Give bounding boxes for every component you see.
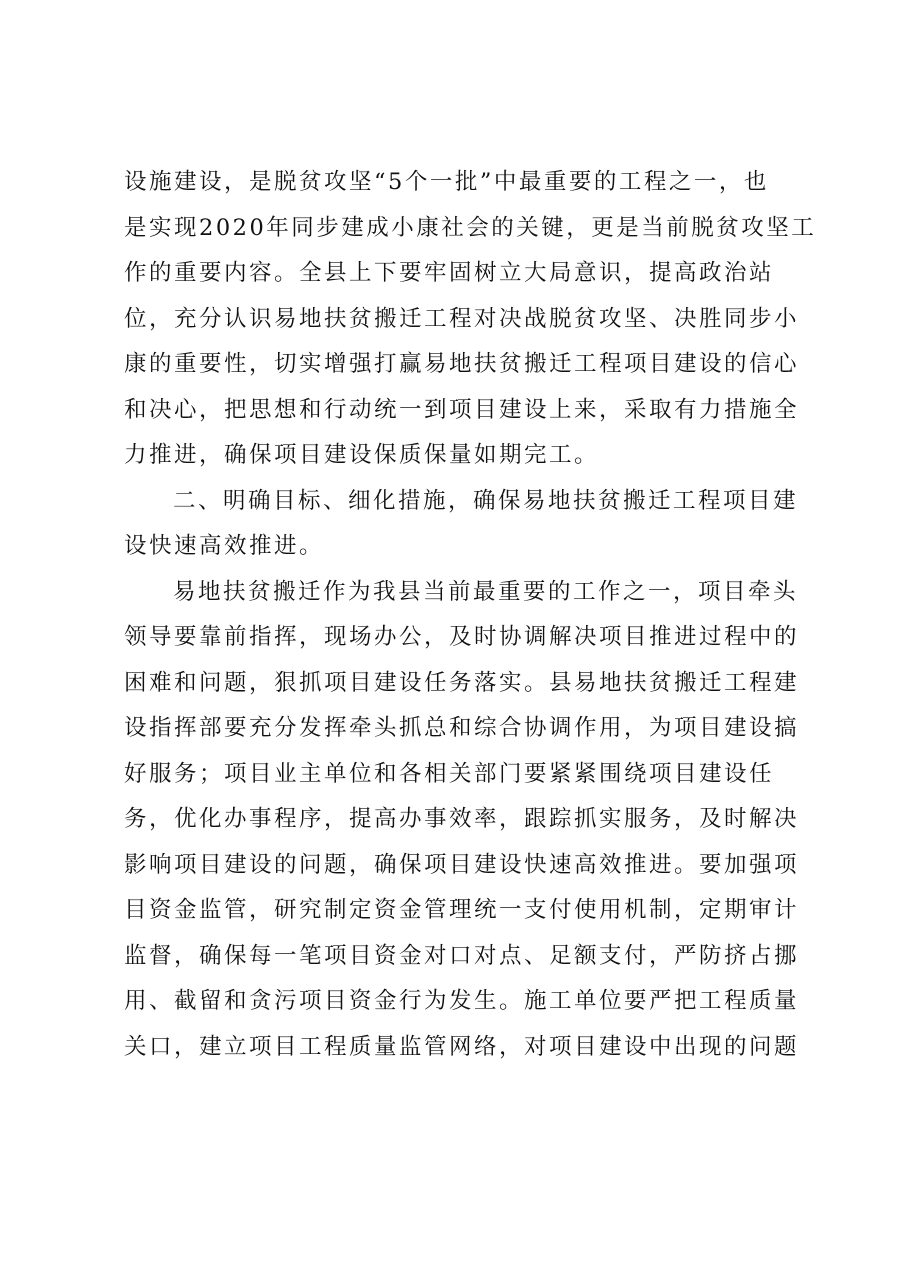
paragraph-line-5: 好服务；项目业主单位和各相关部门要紧紧围绕项目建设任 (124, 760, 775, 787)
paragraph-line-2: 领导要靠前指挥，现场办公，及时协调解决项目推进过程中的 (124, 624, 800, 650)
paragraph-line-4: 设指挥部要充分发挥牵头抓总和综合协调作用，为项目建设搞 (124, 715, 800, 741)
paragraph-line-3: 困难和问题，狠抓项目建设任务落实。县易地扶贫搬迁工程建 (124, 669, 800, 696)
text-line-7: 力推进，确保项目建设保质保量如期完工。 (124, 442, 600, 468)
text-line-4: 位，充分认识易地扶贫搬迁工程对决战脱贫攻坚、决胜同步小 (124, 305, 800, 332)
paragraph-line-6: 务，优化办事程序，提高办事效率，跟踪抓实服务，及时解决 (124, 806, 800, 832)
paragraph-line-8: 目资金监管，研究制定资金管理统一支付使用机制，定期审计 (124, 897, 800, 923)
text-line-1: 设施建设，是脱贫攻坚“5个一批”中最重要的工程之一，也 (124, 169, 769, 195)
text-line-3: 作的重要内容。全县上下要牢固树立大局意识，提高政治站 (124, 260, 775, 286)
text-line-5: 康的重要性，切实增强打赢易地扶贫搬迁工程项目建设的信心 (124, 351, 800, 377)
paragraph-line-7: 影响项目建设的问题，确保项目建设快速高效推进。要加强项 (124, 851, 800, 878)
paragraph-line-11: 关口，建立项目工程质量监管网络，对项目建设中出现的问题 (124, 1033, 800, 1060)
document-body (124, 160, 817, 1070)
paragraph-line-9: 监督，确保每一笔项目资金对口对点、足额支付，严防挤占挪 (124, 942, 800, 969)
text-line-2: 是实现2020年同步建成小康社会的关键，更是当前脱贫攻坚工 (124, 214, 817, 241)
text-line-6: 和决心，把思想和行动统一到项目建设上来，采取有力措施全 (124, 396, 800, 423)
section-heading-line-1: 二、明确目标、细化措施，确保易地扶贫搬迁工程项目建 (173, 487, 799, 514)
paragraph-line-10: 用、截留和贪污项目资金行为发生。施工单位要严把工程质量 (124, 988, 800, 1014)
paragraph-line-1: 易地扶贫搬迁作为我县当前最重要的工作之一，项目牵头 (173, 578, 799, 605)
section-heading-line-2: 设快速高效推进。 (124, 533, 325, 559)
